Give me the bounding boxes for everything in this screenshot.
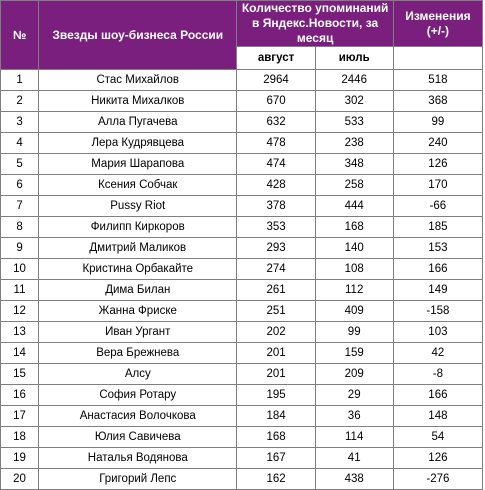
table-row <box>1 70 483 91</box>
july-count: 108 <box>315 259 393 280</box>
july-count: 41 <box>315 448 393 469</box>
celebrity-name: Вера Брежнева <box>39 343 237 364</box>
celebrity-name: Ксения Собчак <box>39 175 237 196</box>
august-count: 201 <box>237 364 315 385</box>
table-row <box>1 280 483 301</box>
change-value: 42 <box>393 343 482 364</box>
change-value: 166 <box>393 385 482 406</box>
july-count: 2446 <box>315 70 393 91</box>
august-count: 274 <box>237 259 315 280</box>
change-value: 126 <box>393 154 482 175</box>
august-count: 478 <box>237 133 315 154</box>
row-number: 18 <box>1 427 39 448</box>
table-row <box>1 301 483 322</box>
table-row <box>1 112 483 133</box>
celebrity-name: Григорий Лепс <box>39 469 237 490</box>
change-value: -276 <box>393 469 482 490</box>
celebrity-name: Лера Кудрявцева <box>39 133 237 154</box>
row-number: 2 <box>1 91 39 112</box>
august-count: 474 <box>237 154 315 175</box>
july-count: 238 <box>315 133 393 154</box>
celebrity-name: Жанна Фриске <box>39 301 237 322</box>
row-number: 3 <box>1 112 39 133</box>
row-number: 10 <box>1 259 39 280</box>
celebrity-name: Иван Ургант <box>39 322 237 343</box>
row-number: 17 <box>1 406 39 427</box>
celebrity-name: Стас Михайлов <box>39 70 237 91</box>
celebrity-name: Алла Пугачева <box>39 112 237 133</box>
table-row <box>1 448 483 469</box>
july-count: 140 <box>315 238 393 259</box>
august-count: 162 <box>237 469 315 490</box>
july-count: 302 <box>315 91 393 112</box>
august-count: 2964 <box>237 70 315 91</box>
august-count: 201 <box>237 343 315 364</box>
row-number: 6 <box>1 175 39 196</box>
august-count: 261 <box>237 280 315 301</box>
celebrity-name: София Ротару <box>39 385 237 406</box>
august-count: 670 <box>237 91 315 112</box>
august-count: 168 <box>237 427 315 448</box>
july-count: 438 <box>315 469 393 490</box>
celebrity-name: Никита Михалков <box>39 91 237 112</box>
table-row <box>1 154 483 175</box>
row-number: 1 <box>1 70 39 91</box>
header-name: Звезды шоу-бизнеса России <box>39 1 237 70</box>
table-row <box>1 385 483 406</box>
august-count: 632 <box>237 112 315 133</box>
july-count: 36 <box>315 406 393 427</box>
july-count: 112 <box>315 280 393 301</box>
celebrity-name: Дмитрий Маликов <box>39 238 237 259</box>
table-row <box>1 427 483 448</box>
august-count: 202 <box>237 322 315 343</box>
change-value: 368 <box>393 91 482 112</box>
row-number: 4 <box>1 133 39 154</box>
table-row <box>1 343 483 364</box>
august-count: 195 <box>237 385 315 406</box>
table-row <box>1 322 483 343</box>
row-number: 8 <box>1 217 39 238</box>
august-count: 428 <box>237 175 315 196</box>
subheader-empty <box>393 47 482 70</box>
change-value: 170 <box>393 175 482 196</box>
header-row <box>1 1 483 47</box>
row-number: 13 <box>1 322 39 343</box>
celebrity-name: Pussy Riot <box>39 196 237 217</box>
change-value: -8 <box>393 364 482 385</box>
change-value: 99 <box>393 112 482 133</box>
change-value: 240 <box>393 133 482 154</box>
subheader-july: июль <box>315 47 393 70</box>
table-row <box>1 175 483 196</box>
july-count: 409 <box>315 301 393 322</box>
row-number: 7 <box>1 196 39 217</box>
change-value: 126 <box>393 448 482 469</box>
celebrity-name: Алсу <box>39 364 237 385</box>
celebrity-name: Филипп Киркоров <box>39 217 237 238</box>
july-count: 114 <box>315 427 393 448</box>
table-row <box>1 133 483 154</box>
july-count: 159 <box>315 343 393 364</box>
header-mentions: Количество упоминаний в Яндекс.Новости, за месяц <box>237 1 393 47</box>
change-value: 149 <box>393 280 482 301</box>
subheader-august: август <box>237 47 315 70</box>
july-count: 348 <box>315 154 393 175</box>
august-count: 167 <box>237 448 315 469</box>
celebrity-name: Наталья Водянова <box>39 448 237 469</box>
change-value: 54 <box>393 427 482 448</box>
celebrity-name: Анастасия Волочкова <box>39 406 237 427</box>
table-row <box>1 91 483 112</box>
table-row <box>1 406 483 427</box>
august-count: 378 <box>237 196 315 217</box>
table-row <box>1 259 483 280</box>
change-value: 185 <box>393 217 482 238</box>
header-change: Изменения (+/-) <box>393 1 482 47</box>
table-row <box>1 364 483 385</box>
july-count: 444 <box>315 196 393 217</box>
row-number: 9 <box>1 238 39 259</box>
celebrity-name: Кристина Орбакайте <box>39 259 237 280</box>
change-value: -66 <box>393 196 482 217</box>
row-number: 19 <box>1 448 39 469</box>
celebrity-name: Юлия Савичева <box>39 427 237 448</box>
august-count: 251 <box>237 301 315 322</box>
change-value: 166 <box>393 259 482 280</box>
celebrity-name: Дима Билан <box>39 280 237 301</box>
change-value: 103 <box>393 322 482 343</box>
change-value: -158 <box>393 301 482 322</box>
row-number: 5 <box>1 154 39 175</box>
row-number: 16 <box>1 385 39 406</box>
july-count: 258 <box>315 175 393 196</box>
row-number: 20 <box>1 469 39 490</box>
july-count: 168 <box>315 217 393 238</box>
row-number: 12 <box>1 301 39 322</box>
row-number: 11 <box>1 280 39 301</box>
table-row <box>1 217 483 238</box>
celebrity-name: Мария Шарапова <box>39 154 237 175</box>
header-number: № <box>1 1 39 70</box>
row-number: 14 <box>1 343 39 364</box>
table-row <box>1 196 483 217</box>
july-count: 533 <box>315 112 393 133</box>
august-count: 293 <box>237 238 315 259</box>
july-count: 29 <box>315 385 393 406</box>
july-count: 209 <box>315 364 393 385</box>
change-value: 153 <box>393 238 482 259</box>
august-count: 353 <box>237 217 315 238</box>
row-number: 15 <box>1 364 39 385</box>
august-count: 184 <box>237 406 315 427</box>
change-value: 518 <box>393 70 482 91</box>
july-count: 99 <box>315 322 393 343</box>
change-value: 148 <box>393 406 482 427</box>
table-row <box>1 238 483 259</box>
table-row <box>1 469 483 490</box>
